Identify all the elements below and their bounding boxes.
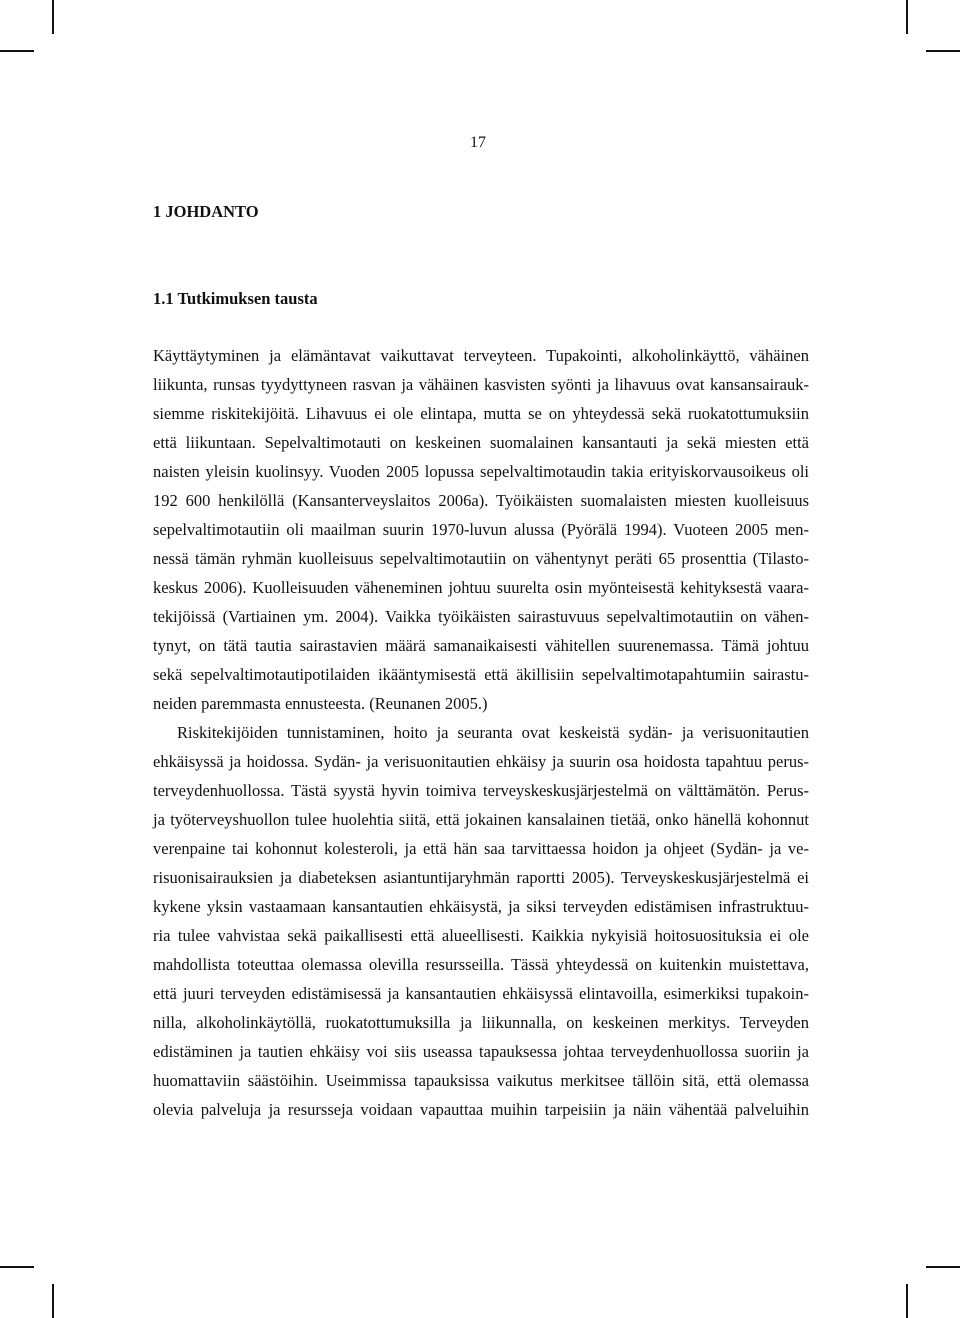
crop-mark-top-left-horizontal [0, 50, 34, 52]
crop-mark-bottom-left-horizontal [0, 1266, 34, 1268]
body-text-line: ria tulee vahvistaa sekä paikallisesti että alueellisesti. Kaikkia nykyisiä hoitosuosituksia ei ole [153, 926, 809, 945]
body-text-line: nessä tämän ryhmän kuolleisuus sepelvaltimotautiin on vähentynyt peräti 65 prosenttia (Tilasto- [153, 549, 809, 568]
body-text-line: olevia palveluja ja resursseja voidaan vapauttaa muihin tarpeisiin ja näin vähentää palveluihin [153, 1100, 809, 1119]
page-number: 17 [470, 134, 486, 151]
body-text-line: terveydenhuollossa. Tästä syystä hyvin toimiva terveyskeskusjärjestelmä on välttämätön. Perus- [153, 781, 809, 800]
body-text-line: ehkäisyssä ja hoidossa. Sydän- ja verisuonitautien ehkäisy ja suurin osa hoidosta tapahtuu perus- [153, 752, 809, 771]
body-text-line: Riskitekijöiden tunnistaminen, hoito ja seuranta ovat keskeistä sydän- ja verisuonitautien [177, 723, 809, 742]
body-text-line: huomattaviin säästöihin. Useimmissa tapauksissa vaikutus merkitsee tällöin sitä, että olemassa [153, 1071, 809, 1090]
body-text-line: ja työterveyshuollon tulee huolehtia siitä, että jokainen kansalainen tietää, onko hänellä kohonnut [153, 810, 809, 829]
body-text-line: tynyt, on tätä tautia sairastavien määrä samanaikaisesti vähitellen suurenemassa. Tämä johtuu [153, 636, 809, 655]
body-text-line: tekijöissä (Vartiainen ym. 2004). Vaikka työikäisten sairastuvuus sepelvaltimotautiin on vähen- [153, 607, 809, 626]
body-text-line: kykene yksin vastaamaan kansantautien ehkäisystä, ja siksi terveyden edistämisen infrastruktuu- [153, 897, 809, 916]
body-text-line: keskus 2006). Kuolleisuuden väheneminen johtuu suurelta osin myönteisestä kehityksestä vaara- [153, 578, 809, 597]
chapter-heading: 1 JOHDANTO [153, 202, 259, 221]
body-text-line: risuonisairauksien ja diabeteksen asiantuntijaryhmän raportti 2005). Terveyskeskusjärjestelmä ei [153, 868, 809, 887]
body-text-line: verenpaine tai kohonnut kolesteroli, ja että hän saa tarvittaessa hoidon ja ohjeet (Sydän- ja ve- [153, 839, 809, 858]
crop-mark-bottom-right-horizontal [926, 1266, 960, 1268]
body-text-line: että liikuntaan. Sepelvaltimotauti on keskeinen suomalainen kansantauti ja sekä miesten että [153, 433, 809, 452]
crop-mark-top-right-vertical [906, 0, 908, 34]
body-text-line: 192 600 henkilöllä (Kansanterveyslaitos 2006a). Työikäisten suomalaisten miesten kuolleisuus [153, 491, 809, 510]
body-text-line: Käyttäytyminen ja elämäntavat vaikuttavat terveyteen. Tupakointi, alkoholinkäyttö, vähäinen [153, 346, 809, 365]
body-text-line: sepelvaltimotautiin oli maailman suurin 1970-luvun alussa (Pyörälä 1994). Vuoteen 2005 men- [153, 520, 809, 539]
body-text-line: mahdollista toteuttaa olemassa olevilla resursseilla. Tässä yhteydessä on kuitenkin muistettava, [153, 955, 809, 974]
body-text-line: liikunta, runsas tyydyttyneen rasvan ja vähäinen kasvisten syönti ja lihavuus ovat kansansairauk- [153, 375, 809, 394]
crop-mark-top-right-horizontal [926, 50, 960, 52]
body-text-line: että juuri terveyden edistämisessä ja kansantautien ehkäisyssä elintavoilla, esimerkiksi tupakoin- [153, 984, 809, 1003]
body-text-line: naisten yleisin kuolinsyy. Vuoden 2005 lopussa sepelvaltimotaudin takia erityiskorvausoikeus oli [153, 462, 809, 481]
crop-mark-bottom-right-vertical [906, 1284, 908, 1318]
body-text-line: sekä sepelvaltimotautipotilaiden ikääntymisestä että äkillisiin sepelvaltimotapahtumiin sairastu- [153, 665, 809, 684]
body-text-line: neiden paremmasta ennusteesta. (Reunanen 2005.) [153, 694, 488, 713]
section-heading: 1.1 Tutkimuksen tausta [153, 289, 318, 308]
crop-mark-bottom-left-vertical [52, 1284, 54, 1318]
body-text-line: edistäminen ja tautien ehkäisy voi siis useassa tapauksessa johtaa terveydenhuollossa suoriin ja [153, 1042, 809, 1061]
crop-mark-top-left-vertical [52, 0, 54, 34]
body-text-line: siemme riskitekijöitä. Lihavuus ei ole elintapa, mutta se on yhteydessä sekä ruokatottumuksiin [153, 404, 809, 423]
body-text-line: nilla, alkoholinkäytöllä, ruokatottumuksilla ja liikunnalla, on keskeinen merkitys. Terveyden [153, 1013, 809, 1032]
